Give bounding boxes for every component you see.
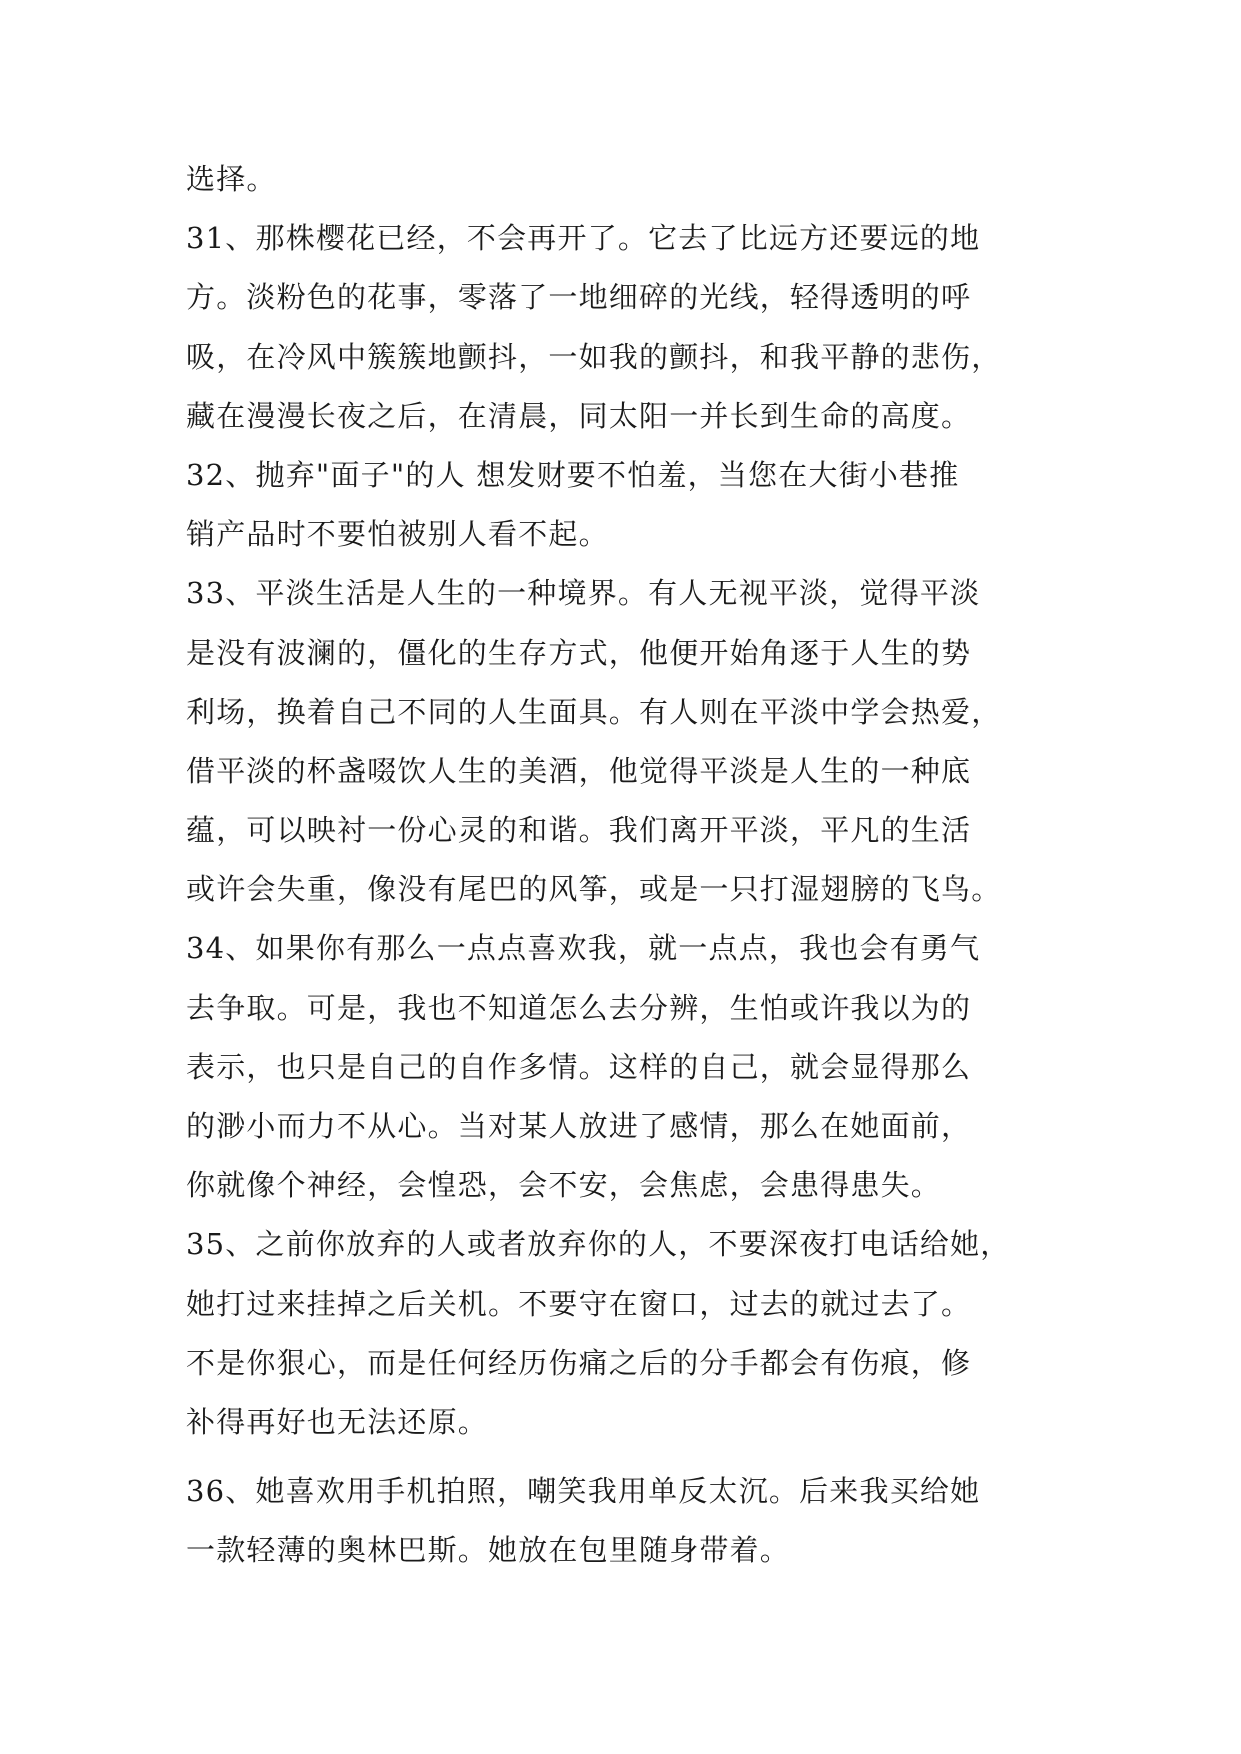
text-line: 蕴，可以映衬一份心灵的和谐。我们离开平淡，平凡的生活	[186, 813, 972, 848]
text-line: 方。淡粉色的花事，零落了一地细碎的光线，轻得透明的呼	[186, 280, 972, 315]
text-line: 利场，换着自己不同的人生面具。有人则在平淡中学会热爱，	[186, 694, 1002, 729]
text-line: 32、抛弃"面子"的人 想发财要不怕羞，当您在大街小巷推	[186, 457, 960, 492]
text-line: 或许会失重，像没有尾巴的风筝，或是一只打湿翅膀的飞鸟。	[186, 872, 1002, 907]
text-line: 藏在漫漫长夜之后，在清晨，同太阳一并长到生命的高度。	[186, 398, 972, 433]
text-line: 去争取。可是，我也不知道怎么去分辨，生怕或许我以为的	[186, 990, 972, 1025]
text-line: 36、她喜欢用手机拍照，嘲笑我用单反太沉。后来我买给她	[186, 1474, 981, 1509]
text-line: 31、那株樱花已经，不会再开了。它去了比远方还要远的地	[186, 221, 981, 256]
document-body	[186, 150, 1066, 1581]
text-line: 销产品时不要怕被别人看不起。	[186, 517, 609, 552]
text-line: 33、平淡生活是人生的一种境界。有人无视平淡，觉得平淡	[186, 576, 981, 611]
text-line: 的渺小而力不从心。当对某人放进了感情，那么在她面前，	[186, 1109, 972, 1143]
text-line: 吸，在冷风中簇簇地颤抖，一如我的颤抖，和我平静的悲伤，	[186, 339, 1002, 374]
text-line: 35、之前你放弃的人或者放弃你的人，不要深夜打电话给她，	[186, 1227, 1011, 1262]
text-line: 不是你狠心，而是任何经历伤痛之后的分手都会有伤痕，修	[186, 1345, 972, 1380]
text-line: 表示，也只是自己的自作多情。这样的自己，就会显得那么	[186, 1049, 972, 1084]
text-line: 补得再好也无法还原。	[186, 1404, 489, 1439]
text-line: 她打过来挂掉之后关机。不要守在窗口，过去的就过去了。	[186, 1286, 972, 1321]
text-line: 是没有波澜的，僵化的生存方式，他便开始角逐于人生的势	[186, 635, 972, 670]
text-line: 借平淡的杯盏啜饮人生的美酒，他觉得平淡是人生的一种底	[186, 753, 972, 788]
text-line: 一款轻薄的奥林巴斯。她放在包里随身带着。	[186, 1533, 791, 1568]
text-line: 你就像个神经，会惶恐，会不安，会焦虑，会患得患失。	[186, 1168, 942, 1203]
text-line: 选择。	[186, 162, 277, 196]
text-line: 34、如果你有那么一点点喜欢我，就一点点，我也会有勇气	[186, 931, 981, 966]
